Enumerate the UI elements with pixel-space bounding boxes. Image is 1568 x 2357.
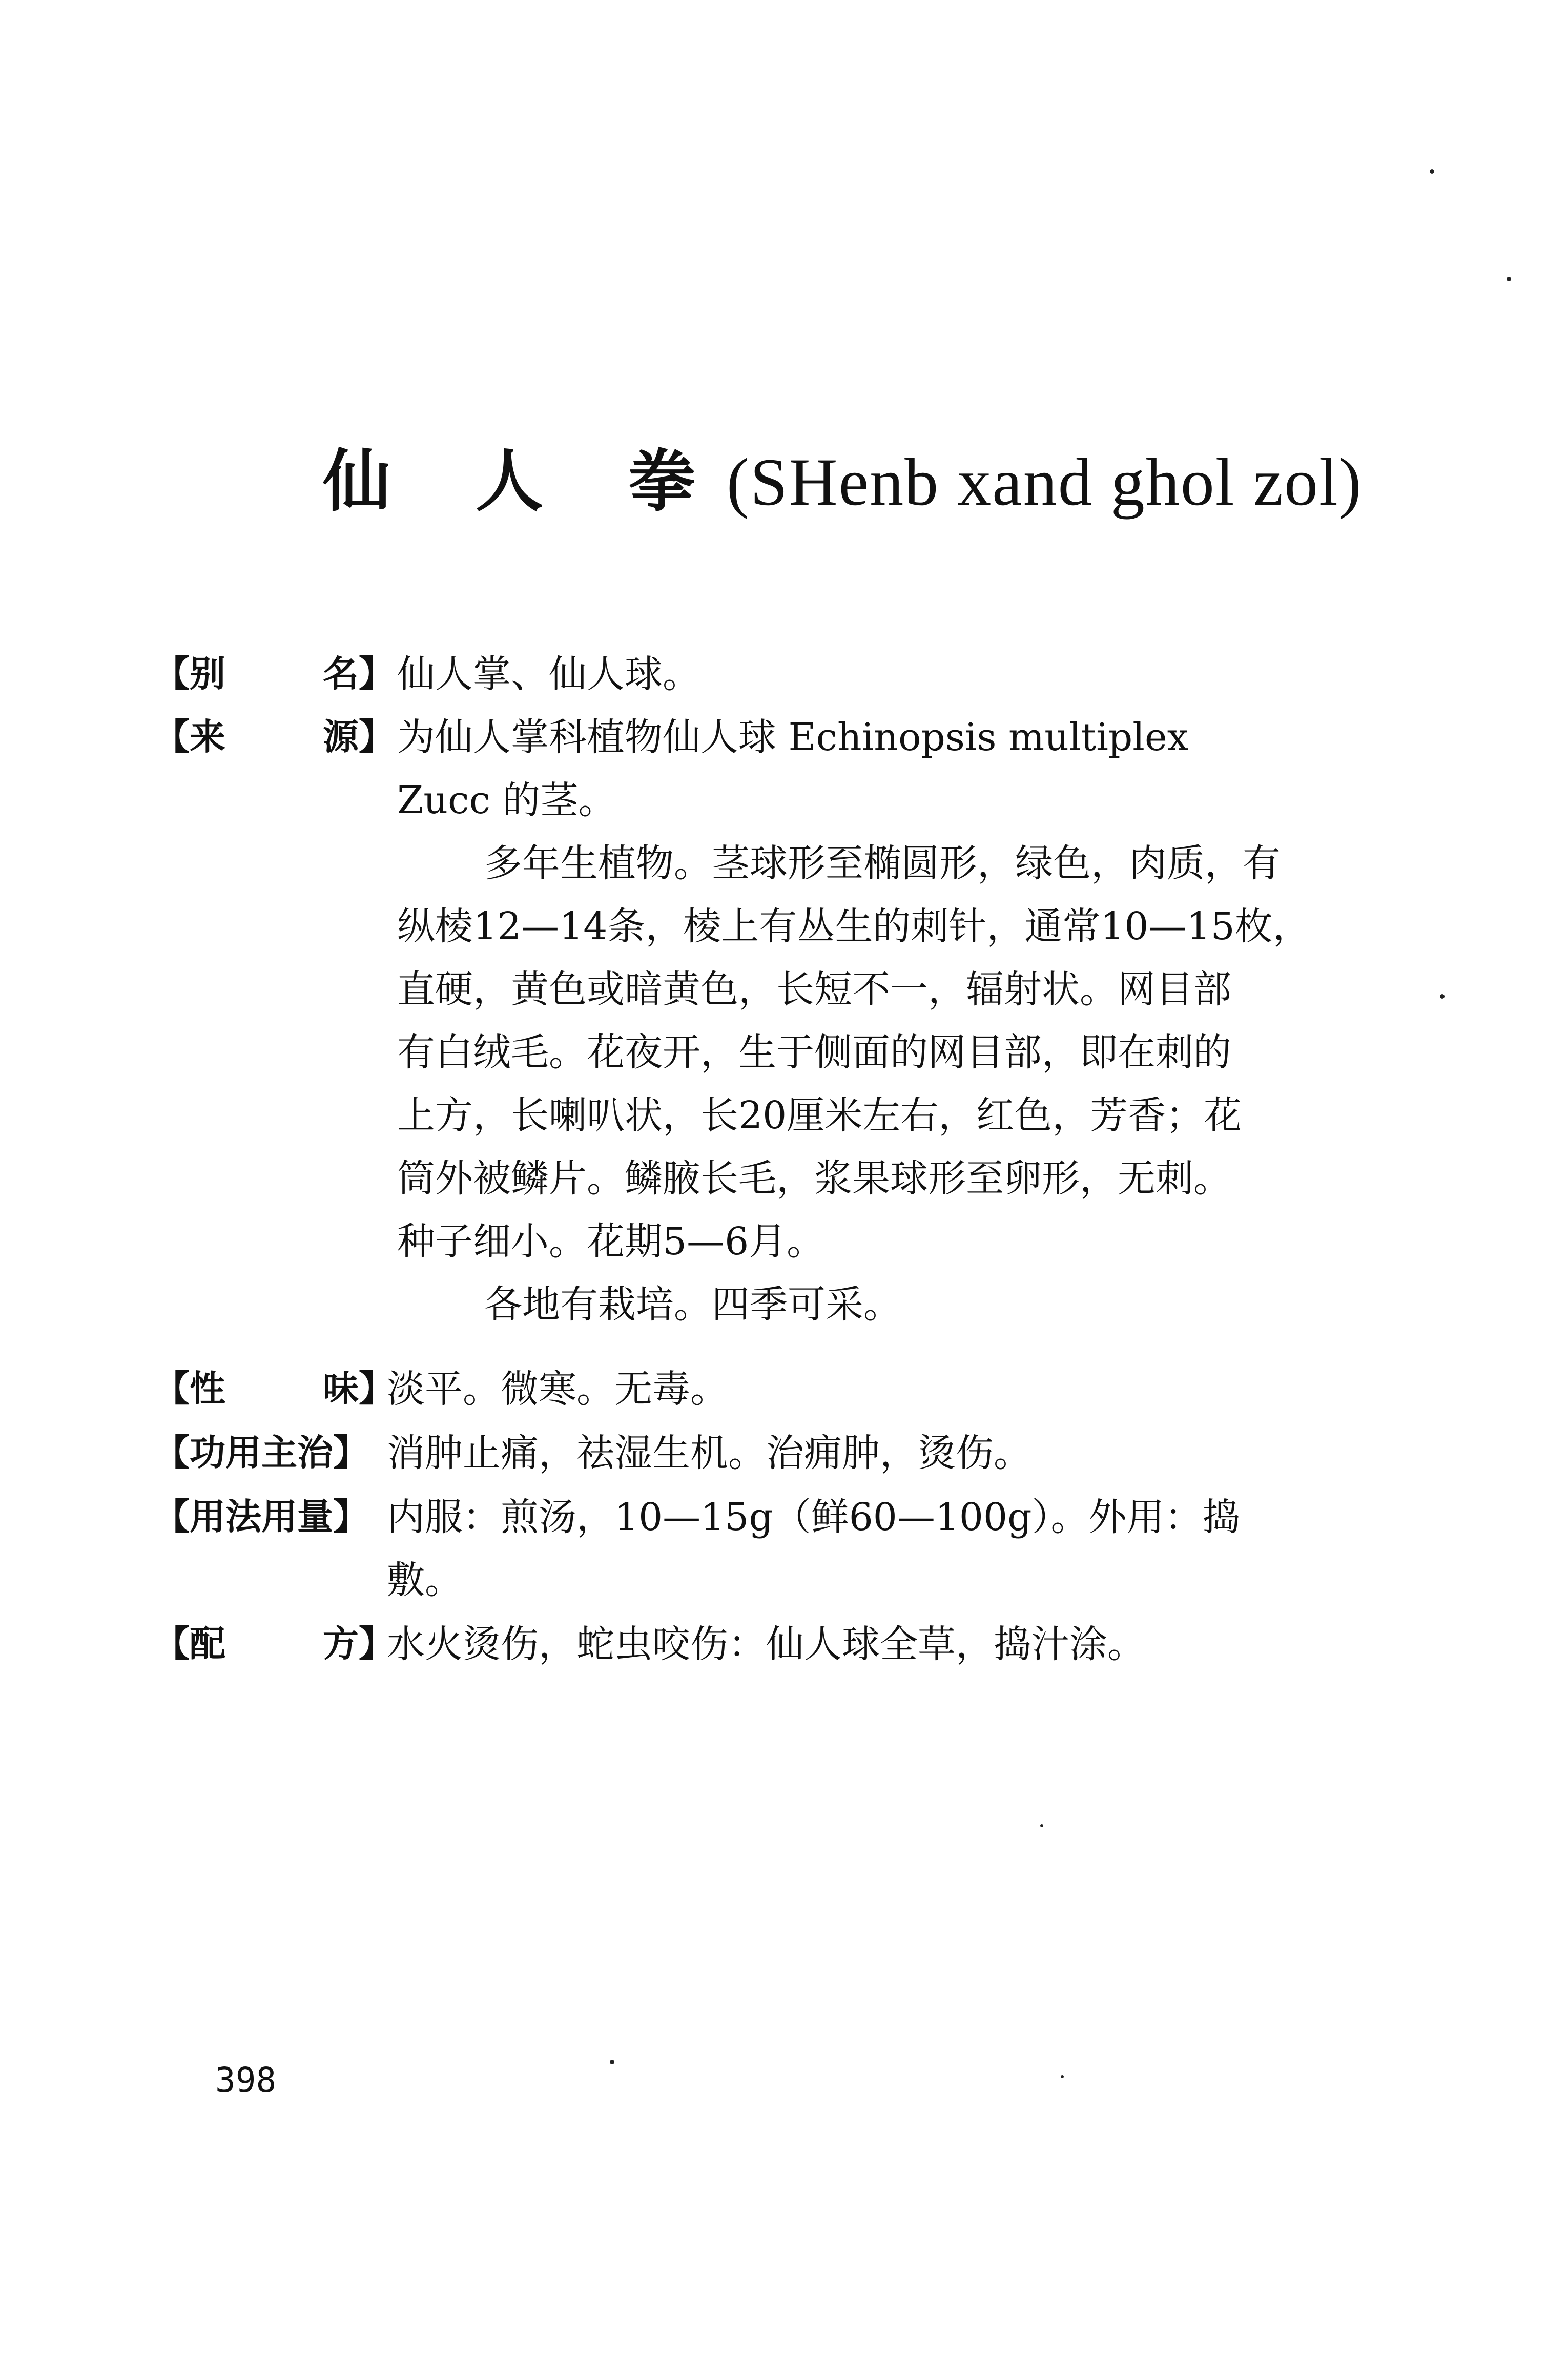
label-left: 【来 — [154, 716, 225, 758]
section-label — [154, 643, 395, 705]
section-label — [154, 706, 395, 768]
text-line: 种子细小。花期5—6月。 — [397, 1219, 825, 1264]
text-line: 各地有栽培。四季可采。 — [484, 1283, 901, 1327]
section-content — [397, 706, 1514, 1336]
section-content — [387, 1486, 1504, 1612]
label-right: 味】 — [323, 1368, 395, 1410]
label-left: 【配 — [154, 1623, 225, 1665]
text-line: 为仙人掌科植物仙人球 Echinopsis multiplex — [397, 715, 1189, 759]
section-content — [387, 1358, 1504, 1421]
scan-speck — [1440, 994, 1445, 999]
text-line: 筒外被鳞片。鳞腋长毛，浆果球形至卵形，无刺。 — [397, 1156, 1231, 1201]
text-line: 敷。 — [387, 1558, 463, 1602]
section-label — [154, 1422, 395, 1483]
label-left: 【性 — [154, 1368, 225, 1410]
text-line: 纵棱12—14条，棱上有丛生的刺针，通常10—15枚， — [397, 904, 1311, 948]
label-right: 方】 — [323, 1623, 395, 1665]
scan-speck — [1061, 2075, 1064, 2078]
text-line: 仙人掌、仙人球。 — [397, 652, 700, 696]
text-line: 消肿止痛，祛湿生机。治痈肿，烫伤。 — [387, 1431, 1031, 1475]
text-line: 淡平。微寒。无毒。 — [387, 1367, 728, 1411]
label-right: 名】 — [323, 653, 395, 695]
section-label — [154, 1613, 395, 1674]
text-line: Zucc 的茎。 — [397, 778, 616, 822]
section-content — [397, 643, 1514, 706]
label-left: 【用法用量】 — [154, 1496, 369, 1538]
text-line: 直硬，黄色或暗黄色，长短不一，辐射状。网目部 — [397, 967, 1231, 1011]
text-line: 内服：煎汤，10—15g（鲜60—100g）。外用：捣 — [387, 1495, 1241, 1539]
entry-title — [323, 441, 1363, 523]
scan-speck — [1040, 1824, 1043, 1827]
section-content — [387, 1613, 1504, 1676]
scan-speck — [1430, 169, 1434, 174]
title-chinese: 仙 人 拳 — [323, 442, 727, 521]
page-number: 398 — [215, 2060, 277, 2100]
text-line: 多年生植物。茎球形至椭圆形，绿色，肉质，有 — [484, 841, 1281, 885]
text-line: 有白绒毛。花夜开，生于侧面的网目部，即在刺的 — [397, 1030, 1231, 1074]
text-line: 水火烫伤，蛇虫咬伤：仙人球全草，捣汁涂。 — [387, 1622, 1145, 1666]
scan-speck — [610, 2060, 614, 2064]
title-pinyin: (SHenb xand ghol zol) — [726, 444, 1363, 520]
label-left: 【功用主治】 — [154, 1432, 369, 1474]
scan-speck — [1507, 277, 1511, 281]
label-left: 【别 — [154, 653, 225, 695]
label-right: 源】 — [323, 716, 395, 758]
section-content — [387, 1422, 1504, 1485]
text-line: 上方，长喇叭状，长20厘米左右，红色，芳香；花 — [397, 1093, 1242, 1138]
section-label — [154, 1486, 395, 1547]
section-label — [154, 1358, 395, 1419]
